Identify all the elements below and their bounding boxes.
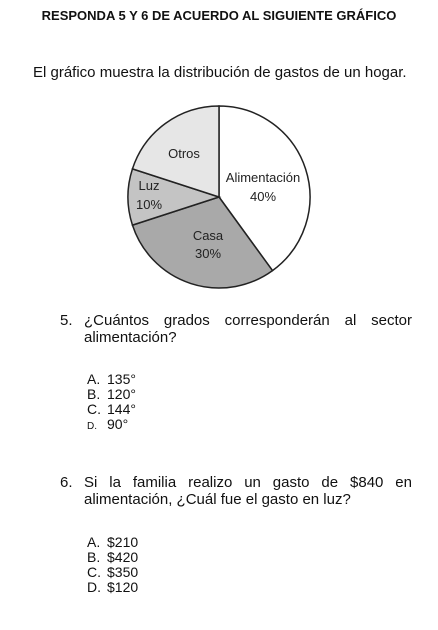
option-a[interactable]	[87, 535, 138, 550]
option-letter: C.	[87, 401, 101, 417]
slice-value-label: 40%	[249, 189, 277, 204]
question-5	[60, 312, 412, 346]
option-b[interactable]	[87, 550, 138, 565]
option-d[interactable]	[87, 417, 136, 432]
option-a[interactable]	[87, 372, 136, 387]
slice-value-label: 10%	[135, 197, 163, 212]
option-text: $210	[107, 534, 139, 550]
option-letter: D.	[87, 421, 97, 432]
option-c[interactable]	[87, 402, 136, 417]
option-text: $420	[107, 549, 139, 565]
question-6	[60, 474, 412, 508]
slice-label: Casa	[192, 228, 224, 243]
slice-label: Alimentación	[225, 170, 301, 185]
option-text: 144°	[107, 401, 136, 417]
option-letter: B.	[87, 386, 101, 402]
option-d[interactable]	[87, 580, 138, 595]
option-text: 120°	[107, 386, 136, 402]
question-text: ¿Cuántos grados corresponderán al sector alimentación?	[84, 312, 412, 346]
pie-chart	[0, 0, 438, 300]
option-text: 135°	[107, 371, 136, 387]
intro-text: El gráfico muestra la distribución de gastos de un hogar.	[33, 64, 407, 81]
question-5-options	[87, 372, 136, 432]
slice-value-label: 30%	[194, 246, 222, 261]
slice-label: Luz	[138, 178, 160, 193]
question-6-options	[87, 535, 138, 595]
option-letter: B.	[87, 549, 101, 565]
option-c[interactable]	[87, 565, 138, 580]
question-number: 6.	[60, 474, 73, 491]
option-letter: D.	[87, 579, 101, 595]
question-text: Si la familia realizo un gasto de $840 en alimentación, ¿Cuál fue el gasto en luz?	[84, 474, 412, 508]
question-number: 5.	[60, 312, 73, 329]
option-text: 90°	[107, 416, 129, 432]
option-b[interactable]	[87, 387, 136, 402]
option-text: $120	[107, 579, 139, 595]
option-letter: A.	[87, 371, 101, 387]
option-letter: A.	[87, 534, 101, 550]
slice-label: Otros	[168, 146, 200, 161]
page-title: RESPONDA 5 Y 6 DE ACUERDO AL SIGUIENTE GRÁFICO	[41, 8, 397, 23]
option-text: $350	[107, 564, 139, 580]
option-letter: C.	[87, 564, 101, 580]
